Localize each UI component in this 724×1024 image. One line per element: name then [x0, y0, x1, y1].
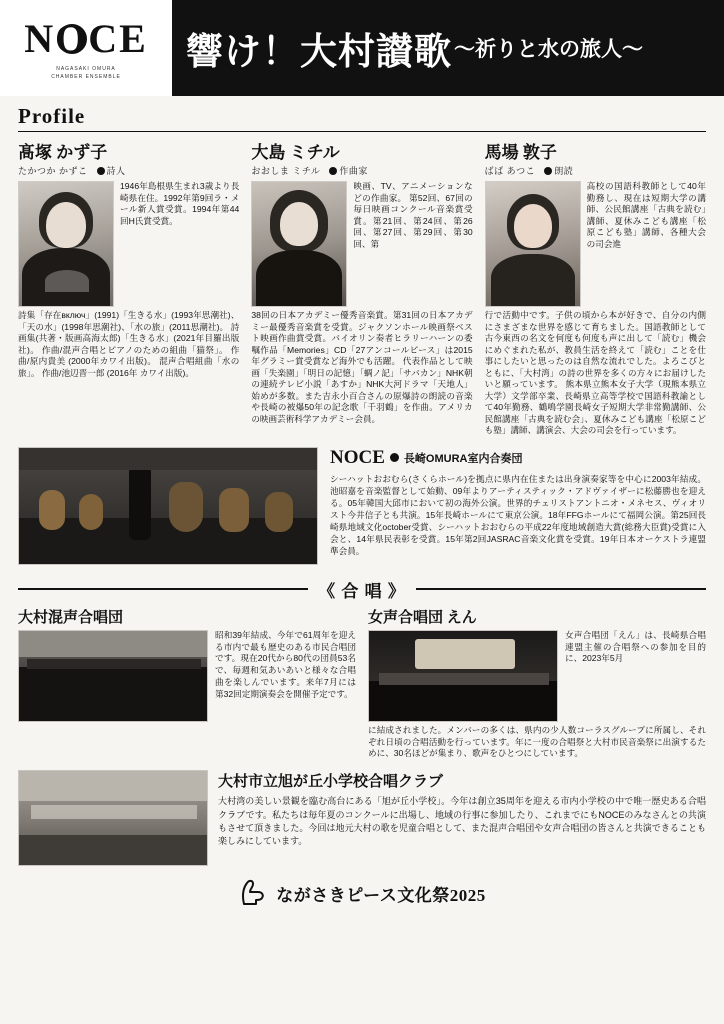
bullet-icon [390, 453, 399, 462]
profile-text-side: 映画、TV、アニメーションなどの作曲家。 第52回、67回の毎日映画コンクール音楽賞受賞。第21回、第24回、第26回、第27回、第29回、第30回、第 [353, 181, 473, 249]
profile-photo [18, 181, 114, 307]
bullet-icon [544, 167, 552, 175]
chorus-label: 《 合 唱 》 [318, 581, 406, 601]
profile-row [18, 138, 706, 437]
profile-reading-role [18, 164, 239, 177]
profile-divider [18, 131, 706, 132]
poster-body [0, 96, 724, 916]
asahi-photo [18, 770, 208, 866]
noce-section [18, 447, 706, 565]
poster-title-main: 響け！大村讃歌 [186, 32, 452, 73]
asahi-section [18, 770, 706, 866]
profile-text-side: 1946年島根県生まれ3歳より長崎県在住。1992年第9回ラ・メール新人賞受賞。1994年第44回H氏賞受賞。 [120, 181, 240, 226]
profile-role: 作曲家 [339, 166, 368, 176]
noce-logo-mark: N O C E [24, 16, 148, 61]
divider-left [18, 588, 308, 590]
profile-reading: たかつか かずこ [18, 166, 88, 176]
poster-header [0, 0, 724, 96]
footer-text: ながさきピース文化祭2025 [276, 885, 486, 905]
divider-right [416, 588, 706, 590]
asahi-text: 大村湾の美しい景観を臨む高台にある「旭が丘小学校」。今年は創立35周年を迎える市内小学校の中で唯一歴史ある合唱クラブです。私たちは毎年夏のコンクールに出場し、地域の行事に参加したり、これまでにもNOCEのみなさんとの共演もさせて頂きました。今回は地元大村の歌を児童合唱として、また混声合唱団や女声合唱団の皆さんと共演できることも楽しみにしています。 [218, 796, 706, 847]
profile-name: 髙塚 かず子 [18, 143, 108, 162]
chorus-group-text: 昭和39年結成、今年で61周年を迎える市内で最も歴史のある市民合唱団です。現在20代から80代の団員53名で、毎週和気あいあいと様々な合唱曲を楽しんでいます。来年7月には第32回定期演奏会を開催予定です。 [215, 629, 356, 699]
poster-title-sub: 〜祈りと水の旅人〜 [454, 37, 643, 61]
profile-name: 馬場 敦子 [484, 143, 557, 162]
logo-ring [57, 24, 87, 54]
noce-title-main: NOCE [330, 446, 385, 468]
noce-logo [0, 0, 172, 96]
bullet-icon [97, 167, 105, 175]
asahi-title: 大村市立旭が丘小学校合唱クラブ [218, 774, 444, 791]
profile-text-full: 行で活動中です。子供の頃から本が好きで、自分の内側にさまざまな世界を感じて育ちました。国語教師として古今東西の名文を何度も何度も声に出して「読む」機会にめぐまれた私が、教員生活を終えて「読む」ことを仕事にしたいと思ったのは自然な流れでした。よろこびとともに、「大村湾」の詩の世界を多くの方々にお届けしたいと願っています。 熊本県立熊本女子大学（現熊本県立大学）文学部卒業、長崎県立高等学校で国語科教諭として40年勤務、鶴鳴学園長崎女子短期大学非常勤講師、公民館講座「古典を読む会」、夏休みこども講座「松原こども塾」講師、講演会、大会の司会を行っています。 [484, 310, 706, 436]
noce-title [330, 447, 706, 469]
profile-card-baba [485, 138, 706, 437]
poster-title [172, 0, 724, 96]
profile-role: 朗読 [554, 166, 574, 176]
profile-photo [251, 181, 347, 307]
chorus-group-photo [368, 630, 558, 722]
asahi-info [218, 770, 706, 866]
profile-section-title: Profile [18, 104, 86, 128]
profile-text-side: 高校の国語科教師として40年勤務し、現在は短期大学の講師、公民館講座「古典を読む」講師、夏休みこども講座「松原こども塾」講師、各種大会の司会進 [586, 181, 706, 249]
profile-photo [485, 181, 581, 307]
bullet-icon [329, 167, 337, 175]
chorus-group-photo [18, 630, 208, 722]
profile-reading: ばば あつこ [484, 166, 536, 176]
chorus-group-omura-mixed [18, 606, 356, 761]
peace-festival-logo-icon [238, 878, 268, 908]
chorus-group-name: 大村混声合唱団 [18, 609, 124, 626]
profile-text-full: 38回の日本アカデミー優秀音楽賞。第31回の日本アカデミー最優秀音楽賞を受賞。ジャクソンホール映画祭ベスト映画作曲賞受賞。バイオリン奏者ヒラリーハーンの委嘱作品「Memories」CD「27アンコールピース」は2015年グラミー賞受賞など海外でも活躍。 代表作品として映画「失楽園」「明日の記憶」「蜩ノ記」「サバカン」NHK朝の連続テレビ小説「あすか」NHK大河ドラマ「天地人」始めが多数。また吉永小百合さんの原爆詩の朗読の音楽や長崎の被爆50年の記念歌「千羽鶴」を作曲。アメリカの映画芸術科学アカデミー会員。 [251, 310, 473, 424]
chorus-group-text-full: に結成されました。メンバーの多くは、県内の少人数コーラスグループに所属し、それぞれ日頃の合唱活動を行っています。年に一度の合唱祭と大村市民音楽祭に出演するために、30名ほどが集まり、歌声をひとつにしています。 [368, 724, 706, 759]
footer [18, 878, 706, 916]
noce-info [330, 447, 706, 565]
profile-reading-role [251, 164, 472, 177]
noce-text: シーハットおおむら(さくらホール)を拠点に県内在住または出身演奏家等を中心に2003年結成。池昭嘉を音楽監督として始動、09年よりアーティスティック・アドヴァイザーに松藤勝也を迎える。05年韓国大邱市において初の海外公演。世界的チェリストアントニオ・メネセス、ヴィオリスト今井信子とも共演。15年長崎ホールにて東京公演。18年FFGホールにて福岡公演。第25回長崎県地域文化october受賞、シーハットおおむらの平成22年度地域創造大賞(総務大臣賞)受賞に入会と、14年県民表彰を受賞。15年第2回JASRAC音楽文化賞を受賞。19年日本オーケストラ連盟準会員。 [330, 473, 706, 556]
noce-photo [18, 447, 318, 565]
profile-card-oshima [251, 138, 472, 437]
profile-reading: おおしま ミチル [251, 166, 321, 176]
noce-subtitle: 長崎OMURA室内合奏団 [403, 452, 523, 465]
profile-reading-role [485, 164, 706, 177]
chorus-group-en [368, 606, 706, 761]
chorus-groups-row [18, 606, 706, 761]
chorus-group-text: 女声合唱団「えん」は、長崎県合唱連盟主催の合唱祭への参加を目的に、2023年5月 [565, 629, 706, 664]
profile-role: 詩人 [106, 166, 126, 176]
noce-logo-subtext: NAGASAKI OMURA CHAMBER ENSEMBLE [51, 66, 121, 80]
chorus-section-header [18, 577, 706, 602]
profile-card-takatsuka [18, 138, 239, 437]
profile-text-full: 詩集「存在включ」(1991)「生きる水」(1993年思潮社)、「天の水」(1998年思潮社)、「水の旅」(2011思潮社)。 詩画集(共著・版画高海太郎)「生きる水」(2021年目羅出版社)。 作曲/混声合唱とピアノのための組曲「猫祭」。 作曲/原内貴美 (2000年カワイ出版)。 混声合唱組曲「水の旅」。 作曲/池辺晋一郎 (2016年 カワイ出版)。 [18, 310, 240, 378]
profile-name: 大島 ミチル [251, 143, 340, 162]
chorus-group-name: 女声合唱団 えん [368, 609, 477, 626]
